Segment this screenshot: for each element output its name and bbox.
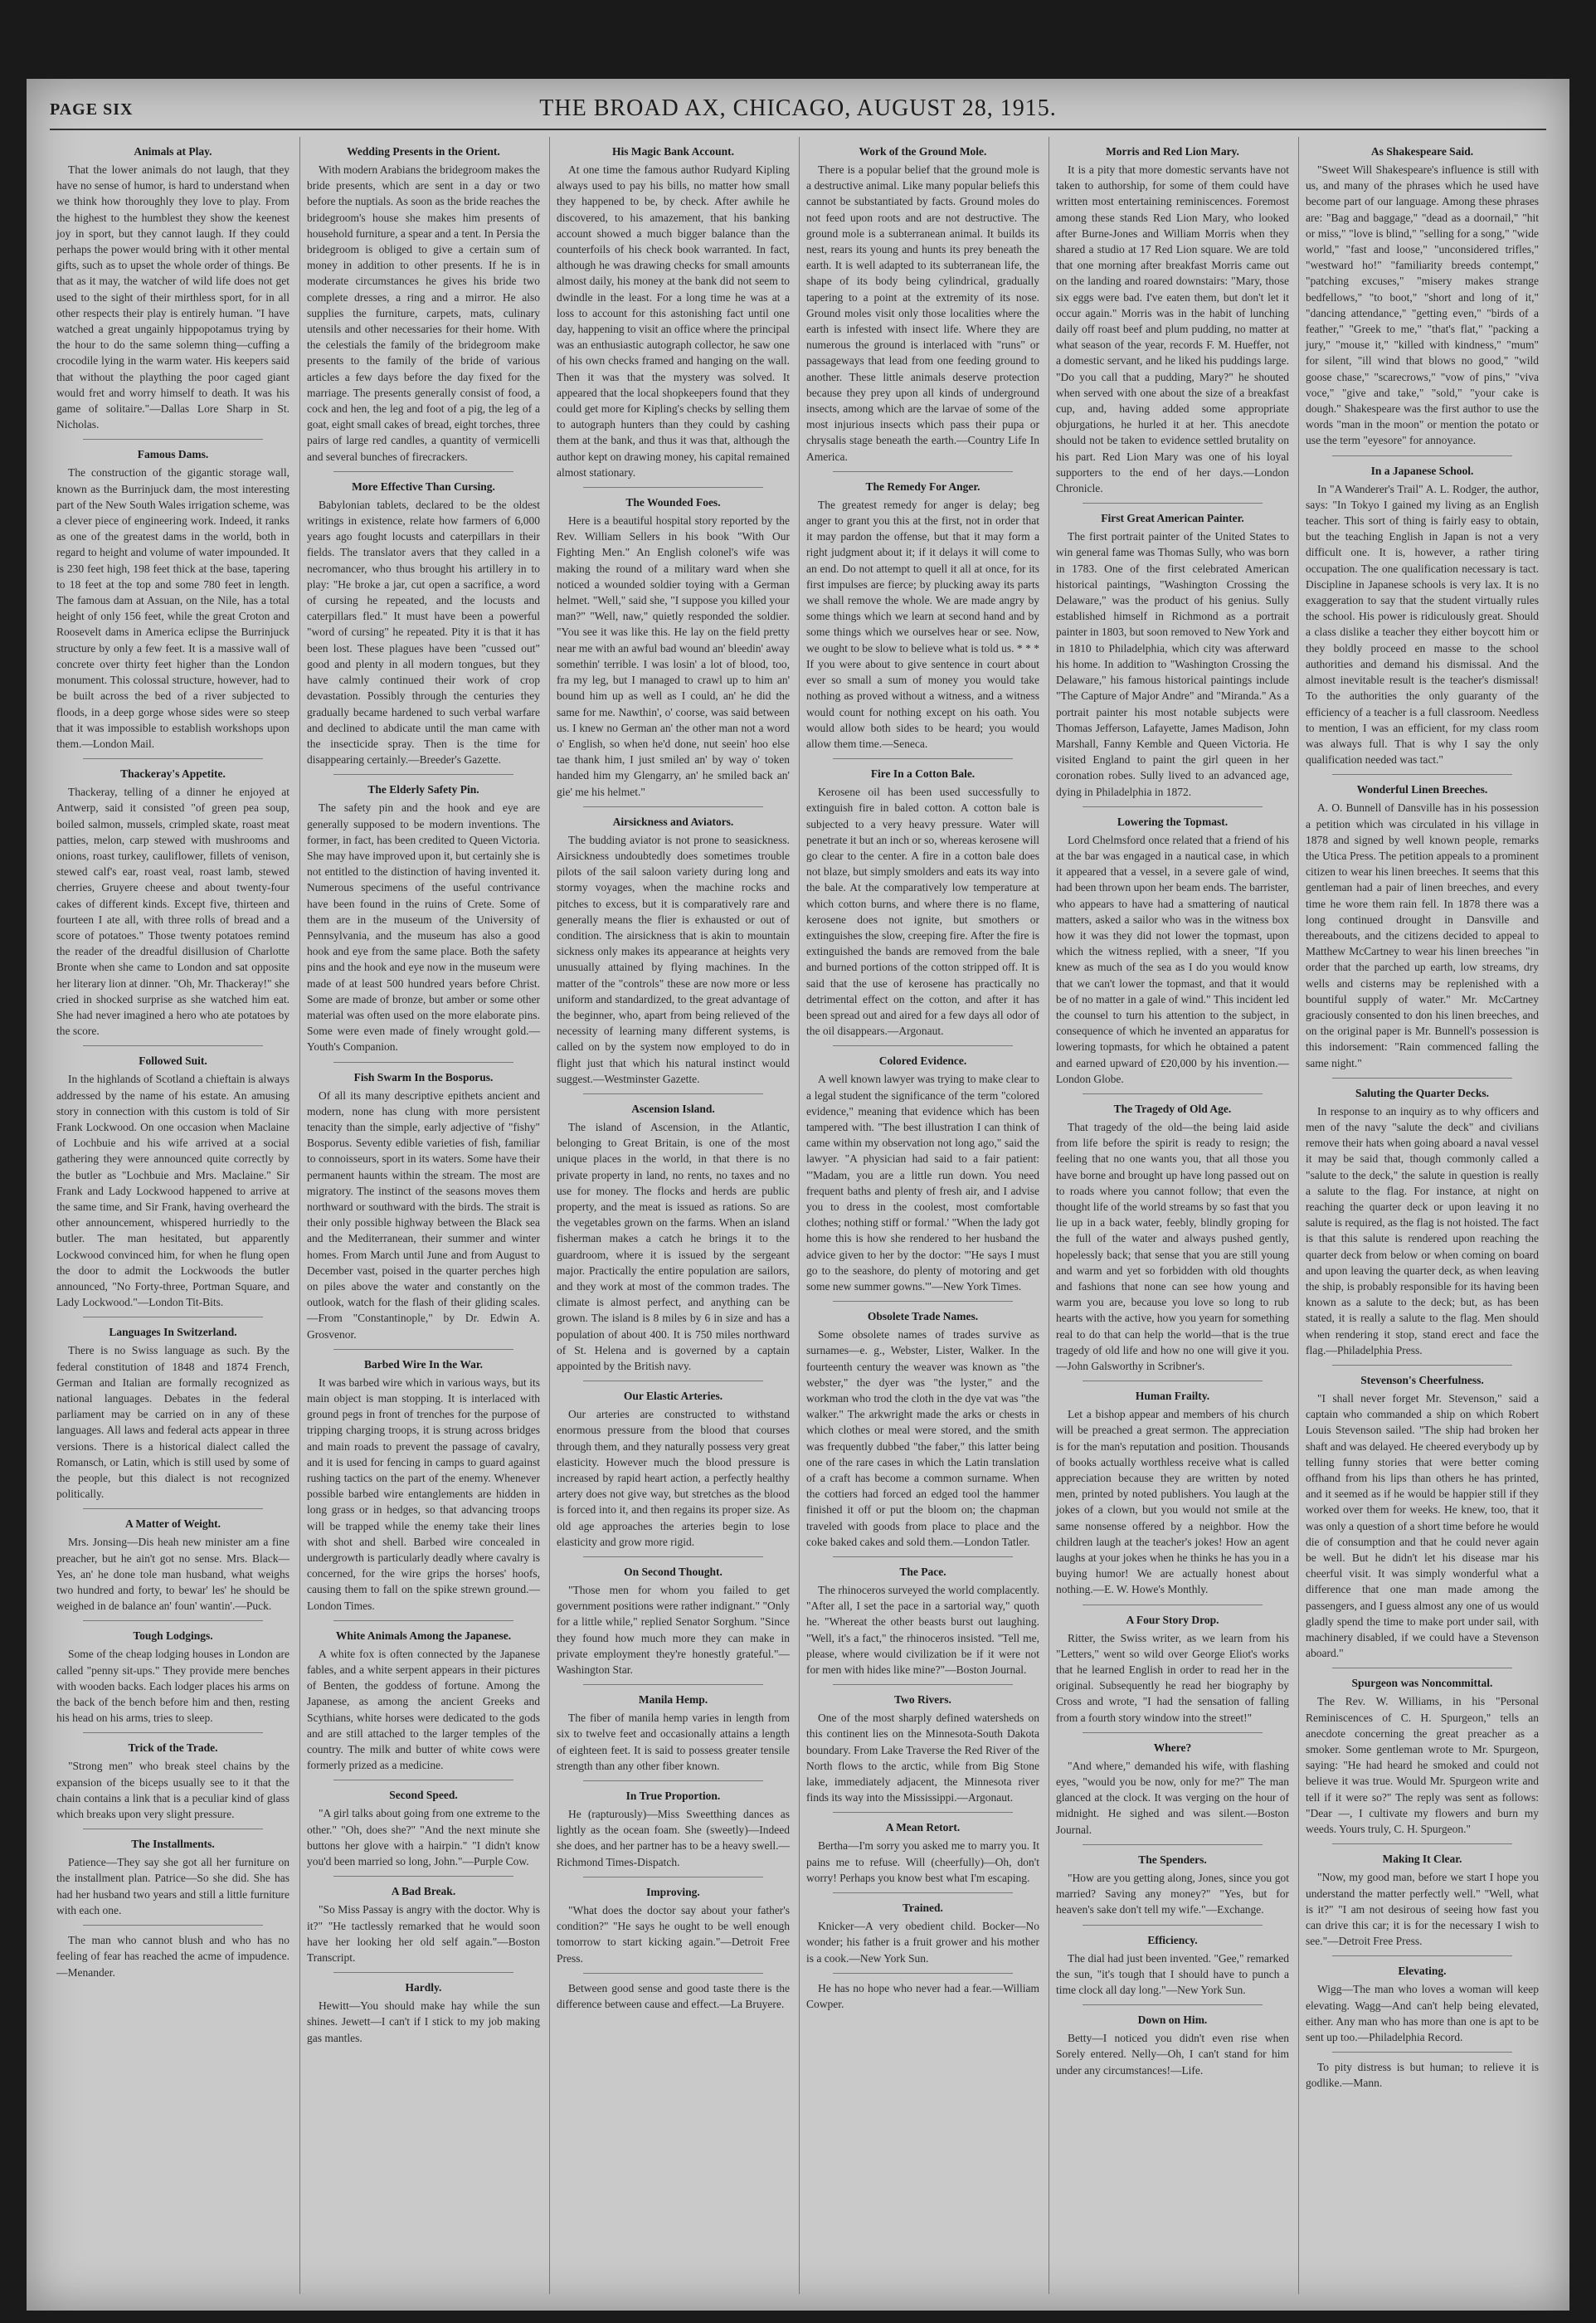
- article-body: The budding aviator is not prone to seasickness. Airsickness undoubtedly does sometimes trouble pilots of the sail saloon variety during long and stormy voyages, when the machine rocks and pitches to excess, but it is comparatively rare and generally means the flier is exhausted or out of condition. The airsickness that is akin to mountain sickness only makes its appearance at heights very unusually attained by flying machines. In the matter of the "controls" these are now more or less uniform and standardized, to the great advantage of the beginner, who, apart from being relieved of the necessity of learning many different systems, is called on by the system now employed to do in flight just that which his natural instinct would suggest.—Westminster Gazette.: [557, 833, 790, 1085]
- article-divider: [1083, 806, 1263, 807]
- article: [550, 1390, 796, 1550]
- article-divider: [1332, 1955, 1512, 1956]
- article: [1049, 1103, 1296, 1374]
- article-body: The dial had just been invented. "Gee," remarked the sun, "it's tough that I should have to punch a time clock all day long."—New York Sun.: [1056, 1951, 1289, 1996]
- article: [300, 145, 547, 465]
- article-body: That the lower animals do not laugh, that they have no sense of humor, is hard to understand when we think how thoroughly they love to play. From the highest to the humblest they show the keenest joy in sport, but they cannot laugh. If they could perhaps the power would bring with it other mental gifts, such as to upset the whole order of things. Be that as it may, the watcher of wild life does not get used to the sight of their mirthless sport, for in all other respects their play is entirely human. "I have watched a great ungainly hippopotamus trying by the hour to do the same solemn thing—cuffing a crocodile lying in the warm water. His keepers said that without the plaything the poor caged giant would fret and worry himself to death. It was his game of solitaire."—Dallas Lore Sharp in St. Nicholas.: [56, 163, 290, 431]
- article-body: Patience—They say she got all her furniture on the installment plan. Patrice—So she did. She has had her husband two years and still a little furniture with each one.: [56, 1856, 290, 1916]
- article-divider: [1332, 1365, 1512, 1366]
- article: [50, 1629, 296, 1726]
- article-headline: A Four Story Drop.: [1126, 1613, 1219, 1626]
- article-headline: The Installments.: [131, 1838, 215, 1851]
- article-divider: [1083, 1925, 1263, 1926]
- article-headline: Ascension Island.: [631, 1102, 715, 1115]
- column-2: [299, 137, 547, 2294]
- article-body: The man who cannot blush and who has no feeling of fear has reached the acme of impudence.—Menander.: [56, 1934, 290, 1979]
- article-divider: [833, 1045, 1013, 1046]
- article-headline: Barbed Wire In the War.: [364, 1357, 483, 1371]
- article-body: "Now, my good man, before we start I hope you understand the matter perfectly well." "Well, what is it?" "I am not desirous of seeing how fast you can drive this car; it is for the necessary I wish to see."—Detroit Free Press.: [1306, 1871, 1539, 1948]
- article-divider: [333, 1062, 513, 1063]
- article: [1299, 2059, 1545, 2091]
- article-headline: Improving.: [646, 1885, 700, 1898]
- article: [1299, 783, 1545, 1070]
- article-body: The safety pin and the hook and eye are generally supposed to be modern inventions. The former, in fact, has been credited to Queen Victoria. She may have improved upon it, but certainly she is not entitled to the distinction of having invented it. Numerous specimens of the useful contrivance have been found in the ruins of Crete. Some of them are in the museum of the University of Pennsylvania, and the museum has also a good hook and eye from the same place. Both the safety pins and the hook and eye now in the museum were made of at least 500 hundred years before Christ. Some are made of bronze, but amber or some other material was often used on the more elaborate pins. Some were even made of finely wrought gold.—Youth's Companion.: [307, 801, 540, 1054]
- article-divider: [583, 1556, 763, 1557]
- article: [800, 1566, 1046, 1678]
- article-body: That tragedy of the old—the being laid aside from life before the spirit is ready to resign; the feeling that no one wants you, that all those you have borne and brought up have long passed out on to roads where you cannot follow; that even the thought life of the world streams by so fast that you lie up in a back water, feebly, blindly groping for the full of the water and always pushed gently, hopelessly back; that sense that you are still young and warm and yet so forbidden with old thoughts and fashions that none can see how young and warm you are, because you love so long to rub hearts with the active, how you yearn for something real to do that can help the world—that is the true tragedy of old life and how no one will give it you.—John Galsworthy in Scribner's.: [1056, 1120, 1289, 1373]
- article-body: To pity distress is but human; to relieve it is godlike.—Mann.: [1306, 2061, 1539, 2090]
- article-divider: [833, 1556, 1013, 1557]
- article-body: With modern Arabians the bridegroom makes the bride presents, which are sent in a day or two before the nuptials. As soon as the bride reaches the bridegroom's house she makes him presents of household furniture, a spear and a tent. In Persia the bridegroom is obliged to give a certain sum of money in addition to other presents. If he is in moderate circumstances he gives his bride two complete dresses, a ring and a mirror. He also supplies the furniture, carpets, mats, culinary utensils and other necessaries for their home. With the celestials the family of the bridegroom make presents to the family of the bride of various articles a few days before the day fixed for the marriage. The presents generally consist of food, a cock and hen, the leg and foot of a pig, the leg of a goat, eight small cakes of bread, eight torches, three pairs of large red candles, a quantity of vermicelli and several bunches of firecrackers.: [307, 163, 540, 463]
- article: [1299, 1677, 1545, 1837]
- article-divider: [333, 1972, 513, 1973]
- article: [800, 767, 1046, 1039]
- article-body: "How are you getting along, Jones, since you got married? Saving any money?" "Yes, but for heaven's sake don't tell my wife."—Exchange.: [1056, 1871, 1289, 1916]
- article: [300, 1629, 547, 1774]
- article: [1299, 1374, 1545, 1661]
- article-body: Between good sense and good taste there is the difference between cause and effect.—La Bruyere.: [557, 1981, 790, 2010]
- article-divider: [1332, 455, 1512, 456]
- article-headline: The Elderly Safety Pin.: [367, 783, 479, 796]
- article-body: He has no hope who never had a fear.—William Cowper.: [806, 1981, 1039, 2010]
- article-body: The Rev. W. Williams, in his "Personal Reminiscences of C. H. Spurgeon," tells an anecdote concerning the great preacher as a smoker. Some gentleman wrote to Mr. Spurgeon, saying: "He had heard he smoked and could not believe it was true. Would Mr. Spurgeon write and tell if it were so?" The reply was sent as follows: "Dear —, I cultivate my flowers and burn my weeds. Yours truly, C. H. Spurgeon.": [1306, 1695, 1539, 1836]
- article-body: Of all its many descriptive epithets ancient and modern, none has clung with more persistent tenacity than the simple, early adjective of "fishy" Bosporus. Seventy edible varieties of fish, familiar to connoisseurs, sport in its waters. Some have their permanent haunts within the stream. The most are migratory. The instinct of the seasons moves them northward or southward with the birds. The strait is their only possible highway between the Black sea and the Mediterranean, their summer and winter homes. From March until June and from August to December vast, poised in the quarter perches high on piles above the water and constantly on the outlook, watch for the flash of their gliding scales.—From "Constantinople," by Dr. Edwin A. Grosvenor.: [307, 1088, 540, 1341]
- article: [300, 480, 547, 767]
- article-headline: Colored Evidence.: [878, 1054, 967, 1068]
- article-headline: Fire In a Cotton Bale.: [870, 767, 976, 781]
- article-headline: Work of the Ground Mole.: [859, 145, 987, 158]
- article-body: A white fox is often connected by the Japanese fables, and a white serpent appears in their pictures of Benten, the goddess of fortune. Among the Japanese, as among the ancient Greeks and Scythians, white horses were dedicated to the gods and are still attached to the larger temples of the country. The milk and butter of white cows were formerly prized as a medicine.: [307, 1647, 540, 1772]
- article-headline: The Remedy For Anger.: [865, 480, 980, 493]
- article-body: Bertha—I'm sorry you asked me to marry you. It pains me to refuse. Will (cheerfully)—Oh, don't worry! Perhaps you know best what I'm escaping.: [806, 1839, 1039, 1884]
- article-body: A well known lawyer was trying to make clear to a legal student the significance of the term "colored evidence," meaning that evidence which has been tampered with. "The best illustration I can think of came within my observation not long ago," said the lawyer. "A physician had said to a fair patient: "'Madam, you are a little run down. You need frequent baths and plenty of fresh air, and I advise you to dress in the coolest, most comfortable clothes; nothing stiff or formal.' "When the lady got home this is how she rendered to her husband the advice given to her by the doctor: "'He says I must go to the seashore, do plenty of motoring and get some new summer gowns.'"—New York Times.: [806, 1073, 1039, 1293]
- article-divider: [333, 1620, 513, 1621]
- column-5: [1049, 137, 1296, 2294]
- article-divider: [83, 1508, 263, 1509]
- article-divider: [583, 487, 763, 488]
- article: [300, 1981, 547, 2046]
- article-body: Babylonian tablets, declared to be the oldest writings in existence, relate how farmers of 6,000 years ago fought locusts and caterpillars in their fields. The translator avers that they called in a necromancer, who thus brought his artillery in to play: "He broke a jar, cut open a sacrifice, a word of cursing he repeated, and the locusts and caterpillars fled." It must have been a powerful "word of cursing" he repeated. Pity it is that it has been lost. These plagues have been "cussed out" good and plenty in all modern tongues, but they have calmly continued their work of crop devastation. Possibly through the centuries they gradually became hardened to such verbal warfare and declined to abdicate until the man came with the insecticide spray. Then is the time for disappearing certainly.—Breeder's Gazette.: [307, 498, 540, 767]
- article-headline: White Animals Among the Japanese.: [335, 1629, 512, 1642]
- article: [50, 1932, 296, 1980]
- column-3: [549, 137, 796, 2294]
- article-body: "A girl talks about going from one extreme to the other." "Oh, does she?" "And the next minute she buttons her glove with a hairpin." "I didn't know you'd been married so long, John."—Purple Cow.: [307, 1807, 540, 1868]
- article: [1049, 1741, 1296, 1838]
- article-body: "Those men for whom you failed to get government positions were rather indignant." "Only for a little while," replied Senator Sorghum. "Since they found how much more they can make in private employment they're honestly grateful."—Washington Star.: [557, 1584, 790, 1677]
- article: [800, 1310, 1046, 1550]
- article-headline: Airsickness and Aviators.: [612, 815, 734, 828]
- article-headline: The Tragedy of Old Age.: [1113, 1102, 1232, 1115]
- article-headline: Manila Hemp.: [638, 1693, 708, 1707]
- article-divider: [1083, 1732, 1263, 1733]
- article-headline: Where?: [1153, 1741, 1192, 1754]
- article: [50, 1054, 296, 1310]
- article-headline: Stevenson's Cheerfulness.: [1360, 1374, 1484, 1387]
- article-headline: Trained.: [903, 1902, 943, 1915]
- article-body: Ritter, the Swiss writer, as we learn from his "Letters," went so wild over George Eliot's works that he learned English in order to read her in the original. Subsequently he read her biography by Cross and wrote, "I had the sensation of falling from a fourth story window into the street!": [1056, 1631, 1289, 1724]
- article-body: The rhinoceros surveyed the world complacently. "After all, I set the pace in a sartorial way," quoth he. "Whereat the other beasts burst out laughing. "Well, it's a fact," the rhinoceros insisted. "Tell me, please, where would civilization be if it were not for men with hides like mine?"—Boston Journal.: [806, 1584, 1039, 1677]
- article-headline: His Magic Bank Account.: [611, 145, 734, 158]
- article-headline: Morris and Red Lion Mary.: [1106, 145, 1239, 158]
- article: [1049, 816, 1296, 1087]
- article-body: One of the most sharply defined watersheds on this continent lies on the Minnesota-South Dakota boundary. From Lake Traverse the Red River of the North flows to the arctic, while from Big Stone lake, immediately adjacent, the Minnesota river finds its way into the Mississippi.—Argonaut.: [806, 1712, 1039, 1804]
- article-divider: [833, 471, 1013, 472]
- article-body: The island of Ascension, in the Atlantic, belonging to Great Britain, is one of the most unique places in the world, in that there is no private property in land, no rents, no taxes and no use for money. The flocks and herds are public property, and the meat is issued as rations. So are the vegetables grown on the farms. When an island fisherman makes a catch he brings it to the guardroom, where it is issued by the sergeant major. Practically the entire population are sailors, and they work at most of the common trades. The climate is almost perfect, and anything can be grown. The island is 8 miles by 6 in size and has a population of about 400. It is 750 miles northward of St. Helena and is governed by a captain appointed by the British navy.: [557, 1120, 790, 1373]
- article-body: "Sweet Will Shakespeare's influence is still with us, and many of the phrases which he used have become part of our language. Among these phrases are: "Bag and baggage," "dead as a doornail," "hit or miss," "love is blind," "selling for a song," "wide world," "fast and loose," "unconsidered trifles," "westward ho!" "familiarity breeds contempt," "patching excuses," "misery makes strange bedfellows," "to boot," "short and long of it," "dancing attendance," "getting even," "birds of a feather," "Greek to me," "that's flat," "packing a jury," "mouse it," "killed with kindness," "mum" for silent, "ill wind that blows no good," "wild goose chase," "scarecrows," "vow of pins," "viva voce," "give and take," "sold," "your cake is dough." Shakespeare was the first author to use the words "man in the moon" or mention the potato or use the term "eyesore" for annoyance.: [1306, 163, 1539, 447]
- article-divider: [1332, 774, 1512, 775]
- article-divider: [1083, 1844, 1263, 1845]
- article-divider: [583, 1684, 763, 1685]
- article: [300, 1885, 547, 1965]
- article: [800, 145, 1046, 465]
- article-body: A. O. Bunnell of Dansville has in his possession a petition which was circulated in his village in 1878 and signed by well known people, remarks the Utica Press. The petition appeals to a prominent citizen to wear his linen breeches. It seems that this gentleman had a pair of linen breeches, and every time he wore them rain fell. In 1878 there was a long continued drought in Dansville and thereabouts, and the citizens decided to appeal to Matthew McCartney to wear his linen breeches "in order that the parched up earth, low streams, dry wells and cisterns may be replenished with a bountiful supply of water." Mr. McCartney graciously consented to don his linen breeches, and on the original paper is Mr. Bunnell's possession is this indorsement: "Rain commenced falling the same night.": [1306, 801, 1539, 1069]
- article-headline: Two Rivers.: [894, 1693, 951, 1707]
- article: [800, 480, 1046, 752]
- article-body: The construction of the gigantic storage wall, known as the Burrinjuck dam, the most interesting part of the New South Wales irrigation scheme, was a clever piece of engineering work. Indeed, it ranks as one of the greatest dams in the world, both in regard to height and volume of water impounded. It is 230 feet high, 198 feet thick at the base, tapering to 18 feet at the top and some 780 feet in length. The famous dam at Assuan, on the Nile, has a total height of only 156 feet, while the great Croton and Roosevelt dams in America eclipse the Burrinjuck structure by only a few feet. It is a massive wall of concrete over thirty feet higher than the London monument. This colossal structure, however, had to be built across the bed of a river subjected to floods, in a deep gorge whose sides were so steep that it was impossible to establish workshops upon them.—London Mail.: [56, 466, 290, 750]
- article: [1049, 1934, 1296, 1999]
- article: [1299, 1087, 1545, 1358]
- article-body: The first portrait painter of the United States to win general fame was Thomas Sully, who was born in 1783. One of the first celebrated American historical paintings, "Washington Crossing the Delaware," was the product of his genius. Sully established himself in Richmond as a portrait painter in 1803, but soon removed to New York and in 1810 to Philadelphia, which city was afterward his home. In addition to "Washington Crossing the Delaware," his famous historical paintings include "The Capture of Major Andre" and "Miranda." As a portrait painter his most notable subjects were Thomas Jefferson, Lafayette, James Madison, John Marshall, Fanny Kemble and Queen Victoria. He visited England to paint the girl queen in her coronation robes. Sully lived to an advanced age, dying in Philadelphia in 1872.: [1056, 530, 1289, 798]
- article: [1049, 2014, 1296, 2078]
- article: [1299, 465, 1545, 768]
- article-headline: Saluting the Quarter Decks.: [1355, 1086, 1489, 1099]
- article: [1049, 1614, 1296, 1726]
- article: [800, 1980, 1046, 2012]
- article-divider: [1332, 1078, 1512, 1079]
- article: [50, 1517, 296, 1614]
- article: [50, 448, 296, 752]
- article-body: Some of the cheap lodging houses in London are called "penny sit-ups." They provide mere benches with wooden backs. Each lodger places his arms on the back of the bench before him and then, resting his head on his arms, tries to sleep.: [56, 1648, 290, 1725]
- article: [50, 145, 296, 432]
- article-body: Lord Chelmsford once related that a friend of his at the bar was engaged in a nautical case, in which it appeared that a vessel, in a severe gale of wind, had been thrown upon her beam ends. The barrister, who appears to have had a smattering of nautical matters, asked a sailor who was in the witness box how it was they did not lower the topmast, upon which the witness replied, with a sneer, "If you knew as much of the sea as I do you would know that we can't lower the topmast, and that it would be of no matter in a gale of wind." This incident led the counsel to turn his attention to the subject, in consequence of which he invented an apparatus for lowering topmasts, for which he obtained a patent and earned upward of £20,000 by his invention.—London Globe.: [1056, 833, 1289, 1085]
- article: [50, 1741, 296, 1822]
- article: [800, 1693, 1046, 1805]
- article: [1049, 1390, 1296, 1597]
- article-headline: Human Frailty.: [1135, 1390, 1210, 1403]
- article: [1299, 145, 1545, 449]
- article: [300, 783, 547, 1054]
- article-body: It is a pity that more domestic servants have not taken to authorship, for some of them could have written most entertaining reminiscences. Foremost among these stands Red Lion Mary, who looked after Burne-Jones and William Morris when they shared a studio at 17 Red Lion square. We are told that one morning after breakfast Morris came out on the landing and roared downstairs: "Mary, those six eggs were bad. I've eaten them, but don't let it occur again." Morris was in the habit of lunching daily off roast beef and plum pudding, no matter at what season of the year, records F. M. Hueffer, not a domestic servant, and he liked his puddings large. "Do you call that a pudding, Mary?" he shouted when served with one about the size of a breakfast cup, and, having added some appropriate objurgations, he hurled it at her. This anecdote should not be taken to evidence settled brutality on his part. Red Lion Mary was one of his loyal supporters to the end of her days.—London Chronicle.: [1056, 163, 1289, 495]
- article-divider: [83, 439, 263, 440]
- column-6: [1298, 137, 1545, 2294]
- article-divider: [83, 1045, 263, 1046]
- article-headline: Languages In Switzerland.: [109, 1326, 237, 1339]
- article-headline: A Mean Retort.: [885, 1821, 961, 1834]
- article-body: Wigg—The man who loves a woman will keep elevating. Wagg—And can't help being elevated, either. Any man who has more than one is apt to be sent up too.—Philadelphia Record.: [1306, 1983, 1539, 2043]
- article-headline: Spurgeon was Noncommittal.: [1351, 1677, 1493, 1690]
- article: [1049, 512, 1296, 799]
- article-body: The fiber of manila hemp varies in length from six to twelve feet and occasionally attains a length of eighteen feet. It is said to possess greater tensile strength than any other fiber known.: [557, 1712, 790, 1772]
- article-headline: In a Japanese School.: [1370, 464, 1474, 477]
- article-divider: [83, 1925, 263, 1926]
- article: [550, 1693, 796, 1774]
- article-headline: Thackeray's Appetite.: [120, 767, 226, 781]
- article-divider: [833, 1301, 1013, 1302]
- columns-container: [50, 137, 1546, 2294]
- article-headline: The Pace.: [899, 1566, 946, 1579]
- column-1: [50, 137, 296, 2294]
- article-divider: [583, 1093, 763, 1094]
- article-headline: The Wounded Foes.: [625, 496, 721, 509]
- article-headline: Tough Lodgings.: [133, 1629, 213, 1643]
- article-body: In "A Wanderer's Trail" A. L. Rodger, the author, says: "In Tokyo I gained my living as an English teacher. This sort of thing is fairly easy to obtain, but the teaching English in Japan is not a very difficult one. It is, however, a rather tiring occupation. The one qualification necessary is tact. Discipline in Japanese schools is very lax. It is no exaggeration to say that the student virtually rules the school. His power is ridiculously great. Should a class dislike a teacher they either boycott him or they boldly proceed en masse to the school authorities and demand his dismissal. And the almost inevitable result is the teacher's dismissal! To the authorities the only guaranty of the efficiency of a teacher is a full classroom. Needless to mention, I was an efficient, for my class room was always full. That is why I say the only qualification needed was tact.": [1306, 482, 1539, 767]
- article: [800, 1902, 1046, 1966]
- article-headline: The Spenders.: [1138, 1853, 1207, 1866]
- article-body: There is a popular belief that the ground mole is a destructive animal. Like many popular beliefs this cannot be substantiated by facts. Ground moles do not feed upon roots and are not destructive. The ground mole is a subterranean animal. It builds its nest, rears its young and hunts its prey beneath the earth. It is well adapted to its subterranean life, the shape of its body being cylindrical, gradually tapering to a point at the extremity of its nose. Ground moles visit only those localities where the earth is infested with insect life. Where they are numerous the ground is interlaced with "runs" or passageways that lead from one feeding ground to another. These little animals deserve protection because they prey upon all kinds of underground insects, among which are the larvae of some of the most injurious insects which pass their pupa or chrysalis stage beneath the earth.—Country Life In America.: [806, 163, 1039, 463]
- article: [1049, 1853, 1296, 1918]
- article-body: Some obsolete names of trades survive as surnames—e. g., Webster, Lister, Walker. In the fourteenth century the weaver was known as "the webster," the dyer was "the lyster," and the workman who trod the cloth in the dye vat was "the walker." The arkwright made the arks or chests in which clothes or meal were stored, and the smith was frequently dubbed "the faber," this latter being one of the rare cases in which the Latin translation of a craft has become a common surname. When the cottiers had forced an edged tool the hammer finished it off or put the bloom on; the chapman traveled with goods from place to place and the coke baked cakes and sold them.—London Tatler.: [806, 1328, 1039, 1548]
- article-headline: Wonderful Linen Breeches.: [1356, 783, 1488, 796]
- article-body: "I shall never forget Mr. Stevenson," said a captain who commanded a ship on which Robert Louis Stevenson sailed. "The ship had broken her shaft and was delayed. He cheered everybody up by telling funny stories that were better coming offhand from his lips than others he has printed, and it seemed as if he would be happier still if they worked over them for weeks. He knew, too, that it was only a question of a short time before he would die of consumption and that he could never again be well. But he didn't let his disease mar his cheerful visit. It was simply wonderful what a difference that one man made among the passengers, and I guess almost any one of us would gladly spend the time to make port under sail, with machinery disabled, if we could have a Stevenson aboard.": [1306, 1392, 1539, 1660]
- article-headline: In True Proportion.: [625, 1790, 721, 1803]
- article-body: Mrs. Jonsing—Dis heah new minister am a fine preacher, but he ain't got no sense. Mrs. Black—Yes, an' he done tole man husband, what weighs two hundred and forty, to bewar' les' he should be weighed in de balance an' foun' wantin'.—Puck.: [56, 1536, 290, 1613]
- article: [50, 767, 296, 1039]
- article-headline: Our Elastic Arteries.: [623, 1390, 723, 1403]
- article: [550, 1566, 796, 1678]
- article-divider: [833, 1973, 1013, 1974]
- article-divider: [833, 1684, 1013, 1685]
- article: [300, 1789, 547, 1869]
- article-headline: Hardly.: [405, 1981, 442, 1994]
- newspaper-title: THE BROAD AX, CHICAGO, AUGUST 28, 1915.: [539, 95, 1057, 121]
- article-divider: [83, 1620, 263, 1621]
- column-4: [799, 137, 1046, 2294]
- article-headline: Efficiency.: [1147, 1933, 1198, 1946]
- article: [50, 1838, 296, 1918]
- article-body: Betty—I noticed you didn't even rise when Sorely entered. Nelly—Oh, I can't stand for him under any circumstances!—Life.: [1056, 2032, 1289, 2077]
- newspaper-page: [27, 79, 1569, 2311]
- article-headline: Lowering the Topmast.: [1117, 815, 1229, 828]
- article-body: "What does the doctor say about your father's condition?" "He says he ought to be well enough tomorrow to start kicking again."—Detroit Free Press.: [557, 1903, 790, 1965]
- article: [800, 1054, 1046, 1294]
- article-headline: Obsolete Trade Names.: [867, 1310, 979, 1323]
- article-divider: [83, 758, 263, 759]
- article-divider: [1332, 1843, 1512, 1844]
- article-headline: Down on Him.: [1137, 2014, 1208, 2027]
- article: [1299, 1965, 1545, 2045]
- article-body: "And where," demanded his wife, with flashing eyes, "would you be now, only for me?" The man glanced at the clock. It was verging on the hour of midnight. He sighed and was silent.—Boston Journal.: [1056, 1759, 1289, 1836]
- article-body: Here is a beautiful hospital story reported by the Rev. William Sellers in his book "With Our Fighting Men." An English colonel's wife was making the round of a military ward when she noticed a wounded soldier toying with a German helmet. "Well," said she, "I suppose you killed your man?" "Well, naw," quietly responded the soldier. "You see it was like this. He lay on the field pretty near me with an awful bad wound an' bleedin' away somethin' terrible. I was losin' a lot of blood, too, fra my leg, but I managed to crawl up to him an' bound him up as well as I could, an' he did the same for me. Nawthin', o' coorse, was said between us. I knew no German an' the other man not a word o' English, so when he'd done, nut seein' hoo else tae thank him, I just smiled an' by way o' token handed him my Glengarry, an' he smiled back an' gie' me his helmet.": [557, 514, 790, 798]
- article-headline: Fish Swarm In the Bosporus.: [353, 1070, 494, 1084]
- article-divider: [583, 806, 763, 807]
- article-headline: Making It Clear.: [1382, 1853, 1462, 1866]
- article: [1049, 145, 1296, 496]
- article-divider: [1083, 1093, 1263, 1094]
- article: [1299, 1853, 1545, 1949]
- article: [50, 1326, 296, 1502]
- article-headline: A Matter of Weight.: [125, 1517, 221, 1531]
- article: [550, 145, 796, 480]
- article-divider: [83, 1732, 263, 1733]
- article-divider: [333, 774, 513, 775]
- article: [550, 816, 796, 1087]
- article: [550, 1103, 796, 1374]
- article-divider: [833, 758, 1013, 759]
- article-headline: First Great American Painter.: [1101, 512, 1244, 525]
- article: [550, 496, 796, 800]
- article-body: He (rapturously)—Miss Sweetthing dances as lightly as the ocean foam. She (sweetly)—Indeed she does, and her partner has to be a heavy swell.—Richmond Times-Dispatch.: [557, 1808, 790, 1868]
- article-headline: On Second Thought.: [624, 1566, 723, 1579]
- article-headline: A Bad Break.: [391, 1885, 456, 1898]
- article-body: Let a bishop appear and members of his church will be preached a great sermon. The appreciation is for the man's reputation and position. Thousands of books actually worthless receive what is called appreciation because they are written by noted men, printed by noted publishers. You laugh at the jokes of a clown, but you would not smile at the same nonsense offered by a neighbor. How the children laugh at the teacher's jokes! How an agent laughs at your jokes when he thinks he has you in a buying humor! We are actually honest about nothing.—E. W. Howe's Monthly.: [1056, 1408, 1289, 1596]
- article: [300, 1358, 547, 1614]
- article-body: "Strong men" who break steel chains by the expansion of the biceps usually see to it that the chain contains a link that is a peculiar kind of glass which breaks upon very slight pressure.: [56, 1760, 290, 1821]
- article-divider: [833, 1812, 1013, 1813]
- article-headline: More Effective Than Cursing.: [352, 480, 495, 493]
- article: [550, 1886, 796, 1966]
- article-divider: [333, 471, 513, 472]
- article-divider: [1083, 2004, 1263, 2005]
- article-body: It was barbed wire which in various ways, but its main object is man stopping. It is interlaced with ground pegs in front of trenches for the purpose of tripping charging troops, it is strung across bridges and main roads to prevent the passage of cavalry, and it is used for fencing in camps to guard against rushing tactics on the part of the enemy. Whenever possible barbed wire entanglements are hidden in long grass or in hedges, so that advancing troops will be trapped while the enemy take their lines with shot and shell. Barbed wire concealed in undergrowth is particularly deadly where cavalry is concerned, for the wire grips the horses' hoofs, causing them to fall on the spike strewn ground.—London Times.: [307, 1376, 540, 1612]
- article-divider: [1083, 503, 1263, 504]
- article-body: Knicker—A very obedient child. Bocker—No wonder; his father is a fruit grower and his mother is a cook.—New York Sun.: [806, 1920, 1039, 1965]
- article-body: Our arteries are constructed to withstand enormous pressure from the blood that courses through them, and they naturally possess very great elasticity. However much the blood pressure is increased by rapid heart action, a perfectly healthy artery does not give way, but stretches as the blood is forced into it, and then regains its proper size. As old age approaches the arteries begin to lose elasticity and grow more rigid.: [557, 1408, 790, 1548]
- article-headline: Trick of the Trade.: [128, 1741, 218, 1755]
- article-body: "So Miss Passay is angry with the doctor. Why is it?" "He tactlessly remarked that he would soon have her looking her old self again."—Boston Transcript.: [307, 1903, 540, 1964]
- article-headline: Famous Dams.: [137, 448, 209, 461]
- article-headline: Wedding Presents in the Orient.: [347, 145, 500, 158]
- article-divider: [833, 1892, 1013, 1893]
- article-body: Hewitt—You should make hay while the sun shines. Jewett—I can't if I stick to my job making gas mantles.: [307, 1999, 540, 2044]
- article-body: In the highlands of Scotland a chieftain is always addressed by the name of his estate. An amusing story in connection with this custom is told of Sir Frank Lockwood. On one occasion when Maclaine of Lochbuie and his wife arrived at a social gathering they were announced quite correctly by the butler as "Lochbuie and Mrs. Maclaine." Sir Frank and Lady Lockwood happened to arrive at the same time, and Sir Frank, having overheard the other announcement, whispered hurriedly to the butler. The man hesitated, but apparently Lockwood convinced him, for when he flung open the door to admit the Lockwoods the butler announced, "No Forty-three, Portman Square, and Lady Lockwood."—London Tit-Bits.: [56, 1073, 290, 1309]
- article-divider: [333, 1876, 513, 1877]
- article-divider: [583, 1973, 763, 1974]
- article-headline: Second Speed.: [389, 1789, 458, 1802]
- article-headline: Animals at Play.: [134, 145, 212, 158]
- article: [300, 1071, 547, 1342]
- article-divider: [1332, 2052, 1512, 2053]
- article-divider: [583, 1780, 763, 1781]
- article-headline: Elevating.: [1398, 1965, 1447, 1978]
- article-body: Kerosene oil has been used successfully to extinguish fire in baled cotton. A cotton bale is subjected to a very heavy pressure. Water will penetrate it but an inch or so, whereas kerosene will go clear to the center. A fire in a cotton bale does not blaze, but simply smolders and eats its way into the bale. At the comparatively low temperature at which cotton burns, and where there is no flame, kerosene does not ignite, but smothers or extinguishes the slow, creeping fire. After the fire is extinguished the bands are removed from the bale and burned portions of the cotton stripped off. It is said that the use of kerosene has practically no detrimental effect on the cotton, and after it has been spread out and aired for a few days all odor of the oil disappears.—Argonaut.: [806, 786, 1039, 1038]
- masthead: [50, 94, 1546, 130]
- article-headline: Followed Suit.: [139, 1054, 207, 1068]
- page-label: PAGE SIX: [50, 100, 134, 119]
- article: [550, 1980, 796, 2012]
- article: [800, 1821, 1046, 1886]
- article: [550, 1790, 796, 1870]
- article-body: The greatest remedy for anger is delay; beg anger to grant you this at the first, not in order that it may pardon the offense, but that it may form a right judgment about it; if it delays it will come to an end. Do not attempt to quell it all at once, for its first impulses are fierce; by plucking away its parts we shall remove the whole. We are made angry by some things which we learn at second hand and by some things which we ourselves hear or see. Now, we ought to be slow to believe what is told us. * * * If you were about to give sentence in court about ever so small a sum of money you would take nothing as proved without a witness, and a witness would count for nothing except on his oath. You would allow both sides to be heard; you would allow them time.—Seneca.: [806, 498, 1039, 750]
- article-headline: As Shakespeare Said.: [1370, 145, 1474, 158]
- article-divider: [333, 1349, 513, 1350]
- article-body: There is no Swiss language as such. By the federal constitution of 1848 and 1874 French, German and Italian are formally recognized as national languages. Debates in the federal parliament may be carried on in any of these languages. All laws and federal acts appear in three versions. There is a historical dialect called the Romansch, or Latin, which is still used by some of the people, but this dialect is not recognized politically.: [56, 1344, 290, 1501]
- article-body: Thackeray, telling of a dinner he enjoyed at Antwerp, said it consisted "of green pea soup, boiled salmon, mussels, crimpled skate, roast meat patties, melon, carp stewed with mushrooms and onions, roast turkey, cauliflower, fillets of venison, stewed calf's ear, roast veal, roast lamb, stewed cherries, Gruyere cheese and about twenty-four cakes of different kinds. Except five, thirteen and fourteen I ate all, with three rolls of bread and a score of potatoes." Those twenty potatoes remind the reader of the dreadful disillusion of Charlotte Bronte when she came to London and sat opposite her literary lion at dinner. "Oh, Mr. Thackeray!" she cried in shocked surprise as she watched him eat. She had never imagined a hero who ate potatoes by the score.: [56, 786, 290, 1038]
- article-body: At one time the famous author Rudyard Kipling always used to pay his bills, no matter how small they happened to be, by check. After awhile he discovered, to his amazement, that his banking account showed a much bigger balance than the counterfoils of his check book warranted. In fact, although he was drawing checks for small amounts almost daily, his money at the bank did not seem to dwindle in the least. For a long time he was at a loss to account for this astonishing fact until one day, happening to visit an office where the principal was an enthusiastic autograph collector, he saw one of his own checks framed and hanging on the wall. Then it was that the mystery was solved. It appeared that the local shopkeepers found that they could get more for Kipling's checks by selling them to autograph hunters than they could by cashing them at the bank, and thus it was that, although the author kept on drawing money, his capital remained almost stationary.: [557, 163, 790, 479]
- article-body: In response to an inquiry as to why officers and men of the navy "salute the deck" and civilians remove their hats when going aboard a naval vessel it may be said that, though commonly called a "salute to the deck," the salute in question is really a salute to the flag. For instance, at night on reaching the quarter deck or upon leaving it no salute is required, as the flag is not hoisted. The fact is that this salute is rendered upon reaching the quarter deck from below or when coming on board and upon leaving the quarter deck, as when leaving the ship, is probably responsible for its having been known as a salute to the deck; but, as has been stated, it is really a salute to the flag. Men should when rendering it stop, stand erect and face the flag.—Philadelphia Press.: [1306, 1104, 1539, 1356]
